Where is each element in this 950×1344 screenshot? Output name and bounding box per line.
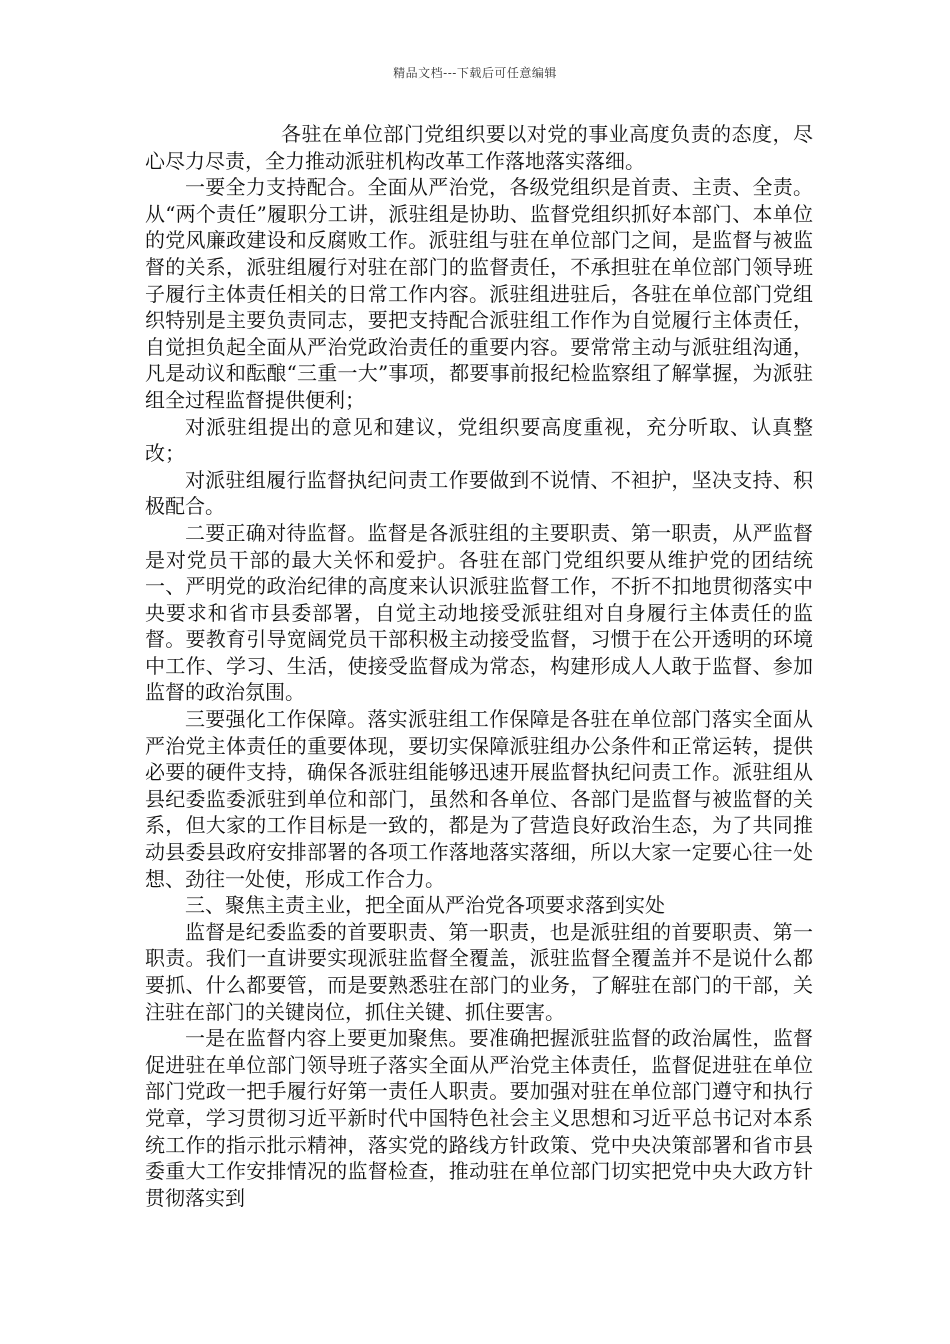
section-heading: 三、聚焦主责主业，把全面从严治党各项要求落到实处 — [185, 893, 665, 918]
paragraph: 监督是纪委监委的首要职责、第一职责，也是派驻组的首要职责、第一职责。我们一直讲要实现派驻监督全覆盖，派驻监督全覆盖并不是说什么都要抓、什么都要管，而是要熟悉驻在部门的业务，了解驻在部门的干部，关注驻在部门的关键岗位，抓住关键、抓住要害。 — [145, 919, 813, 1024]
paragraph: 一是在监督内容上要更加聚焦。要准确把握派驻监督的政治属性，监督促进驻在单位部门领导班子落实全面从严治党主体责任，监督促进驻在单位部门党政一把手履行好第一责任人职责。要加强对驻在单位部门遵守和执行党章，学习贯彻习近平新时代中国特色社会主义思想和习近平总书记对本系统工作的指示批示精神，落实党的路线方针政策、党中央决策部署和省市县委重大工作安排情况的监督检查，推动驻在单位部门切实把党中央大政方针贯彻落实到 — [145, 1026, 813, 1210]
paragraph: 二要正确对待监督。监督是各派驻组的主要职责、第一职责，从严监督是对党员干部的最大关怀和爱护。各驻在部门党组织要从维护党的团结统一、严明党的政治纪律的高度来认识派驻监督工作，不折不扣地贯彻落实中央要求和省市县委部署，自觉主动地接受派驻组对自身履行主体责任的监督。要教育引导宽阔党员干部积极主动接受监督，习惯于在公开透明的环境中工作、学习、生活，使接受监督成为常态，构建形成人人敢于监督、参加监督的政治氛围。 — [145, 520, 813, 705]
paragraph: 三要强化工作保障。落实派驻组工作保障是各驻在单位部门落实全面从严治党主体责任的重要体现，要切实保障派驻组办公条件和正常运转，提供必要的硬件支持，确保各派驻组能够迅速开展监督执纪问责工作。派驻组从县纪委监委派驻到单位和部门，虽然和各单位、各部门是监督与被监督的关系，但大家的工作目标是一致的，都是为了营造良好政治生态，为了共同推动县委县政府安排部署的各项工作落地落实落细，所以大家一定要心往一处想、劲往一处使，形成工作合力。 — [145, 707, 813, 891]
paragraph: 对派驻组提出的意见和建议，党组织要高度重视，充分听取、认真整改； — [145, 414, 813, 466]
paragraph: 各驻在单位部门党组织要以对党的事业高度负责的态度，尽心尽力尽责，全力推动派驻机构改革工作落地落实落细。 — [145, 122, 813, 173]
page-header: 精品文档---下载后可任意编辑 — [393, 66, 557, 80]
paragraph: 对派驻组履行监督执纪问责工作要做到不说情、不袒护，坚决支持、积极配合。 — [145, 467, 813, 519]
paragraph: 一要全力支持配合。全面从严治党，各级党组织是首责、主责、全责。从“两个责任”履职分工讲，派驻组是协助、监督党组织抓好本部门、本单位的党风廉政建设和反腐败工作。派驻组与驻在单位部门之间，是监督与被监督的关系，派驻组履行对驻在部门的监督责任，不承担驻在单位部门领导班子履行主体责任相关的日常工作内容。派驻组进驻后，各驻在单位部门党组织特别是主要负责同志，要把支持配合派驻组工作作为自觉履行主体责任，自觉担负起全面从严治党政治责任的重要内容。要常常主动与派驻组沟通，凡是动议和酝酿“三重一大”事项，都要事前报纪检监察组了解掌握，为派驻组全过程监督提供便利； — [145, 175, 813, 412]
document-body — [145, 121, 813, 1211]
